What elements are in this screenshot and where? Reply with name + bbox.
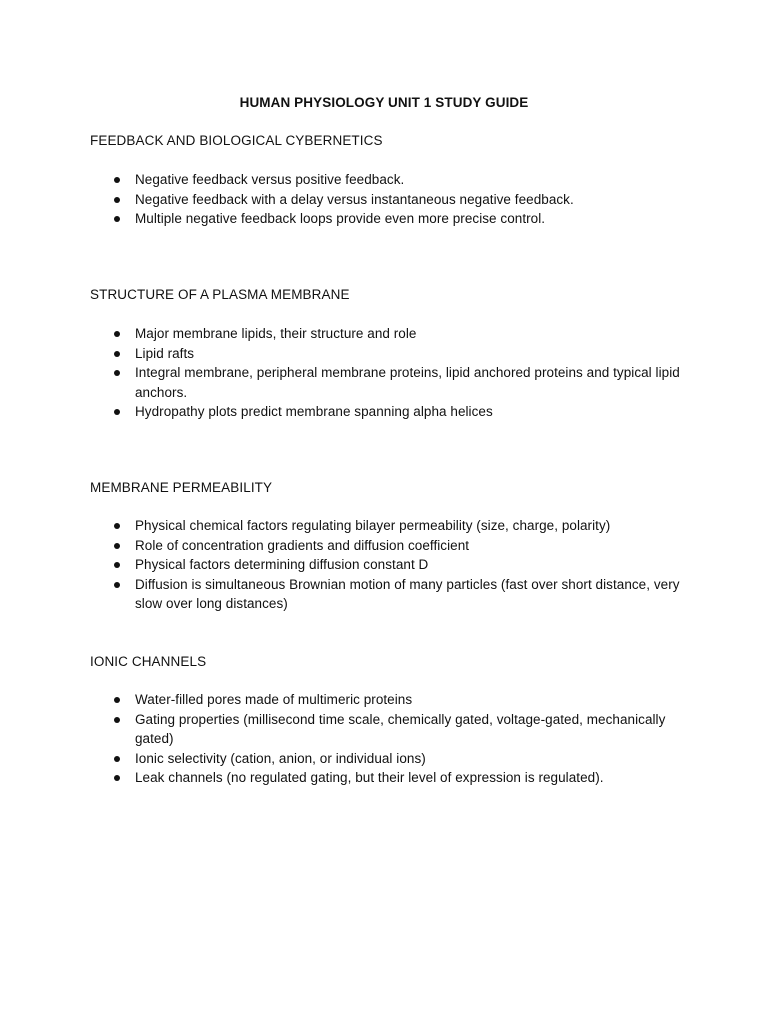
- list-item-text: Gating properties (millisecond time scale, chemically gated, voltage-gated, mechanically gated): [135, 711, 666, 746]
- list-item: [90, 710, 690, 749]
- list-item: [90, 363, 690, 402]
- bullet-list-feedback: [90, 170, 690, 229]
- list-item: [90, 209, 690, 229]
- list-item: [90, 555, 690, 575]
- bullet-icon: [114, 331, 120, 337]
- list-item: [90, 690, 690, 710]
- list-item: [90, 170, 690, 190]
- bullet-icon: [114, 756, 120, 762]
- list-item-text: Lipid rafts: [135, 345, 195, 361]
- list-item: [90, 536, 690, 556]
- list-item-text: Physical chemical factors regulating bilayer permeability (size, charge, polarity): [135, 518, 611, 533]
- list-item-text: Multiple negative feedback loops provide even more precise control.: [135, 211, 546, 226]
- list-item: [90, 190, 690, 210]
- section-heading-plasma-membrane: STRUCTURE OF A PLASMA MEMBRANE: [90, 287, 350, 302]
- bullet-icon: [114, 216, 120, 222]
- list-item-text: Negative feedback versus positive feedback.: [135, 172, 405, 187]
- bullet-icon: [114, 582, 120, 588]
- bullet-icon: [114, 562, 120, 568]
- list-item-text: Diffusion is simultaneous Brownian motion of many particles (fast over short distance, very slow over long distances): [135, 576, 680, 611]
- list-item: [90, 402, 690, 422]
- list-item-text: Integral membrane, peripheral membrane proteins, lipid anchored proteins and typical lipid anchors.: [135, 365, 680, 400]
- list-item: [90, 344, 690, 364]
- bullet-icon: [114, 409, 120, 415]
- bullet-icon: [114, 697, 120, 703]
- section-heading-feedback: FEEDBACK AND BIOLOGICAL CYBERNETICS: [90, 133, 383, 148]
- bullet-list-ionic-channels: [90, 690, 690, 788]
- bullet-icon: [114, 717, 120, 723]
- bullet-icon: [114, 177, 120, 183]
- bullet-icon: [114, 351, 120, 357]
- list-item-text: Water-filled pores made of multimeric proteins: [135, 692, 413, 707]
- list-item: [90, 749, 690, 769]
- list-item-text: Role of concentration gradients and diffusion coefficient: [135, 537, 470, 553]
- list-item-text: Physical factors determining diffusion constant D: [135, 557, 429, 572]
- list-item-text: Hydropathy plots predict membrane spanning alpha helices: [135, 404, 493, 419]
- section-heading-membrane-permeability: MEMBRANE PERMEABILITY: [90, 480, 273, 495]
- bullet-icon: [114, 543, 120, 549]
- list-item-text: Ionic selectivity (cation, anion, or individual ions): [135, 750, 426, 766]
- list-item-text: Leak channels (no regulated gating, but their level of expression is regulated).: [135, 770, 604, 785]
- bullet-list-plasma-membrane: [90, 324, 690, 422]
- bullet-icon: [114, 523, 120, 529]
- bullet-icon: [114, 370, 120, 376]
- list-item: [90, 575, 690, 614]
- section-heading-ionic-channels: IONIC CHANNELS: [90, 654, 207, 669]
- bullet-list-membrane-permeability: [90, 516, 690, 614]
- list-item-text: Negative feedback with a delay versus instantaneous negative feedback.: [135, 191, 574, 207]
- document-title: HUMAN PHYSIOLOGY UNIT 1 STUDY GUIDE: [239, 95, 529, 110]
- list-item-text: Major membrane lipids, their structure and role: [135, 326, 417, 341]
- bullet-icon: [114, 197, 120, 203]
- list-item: [90, 768, 690, 788]
- list-item: [90, 324, 690, 344]
- bullet-icon: [114, 775, 120, 781]
- list-item: [90, 516, 690, 536]
